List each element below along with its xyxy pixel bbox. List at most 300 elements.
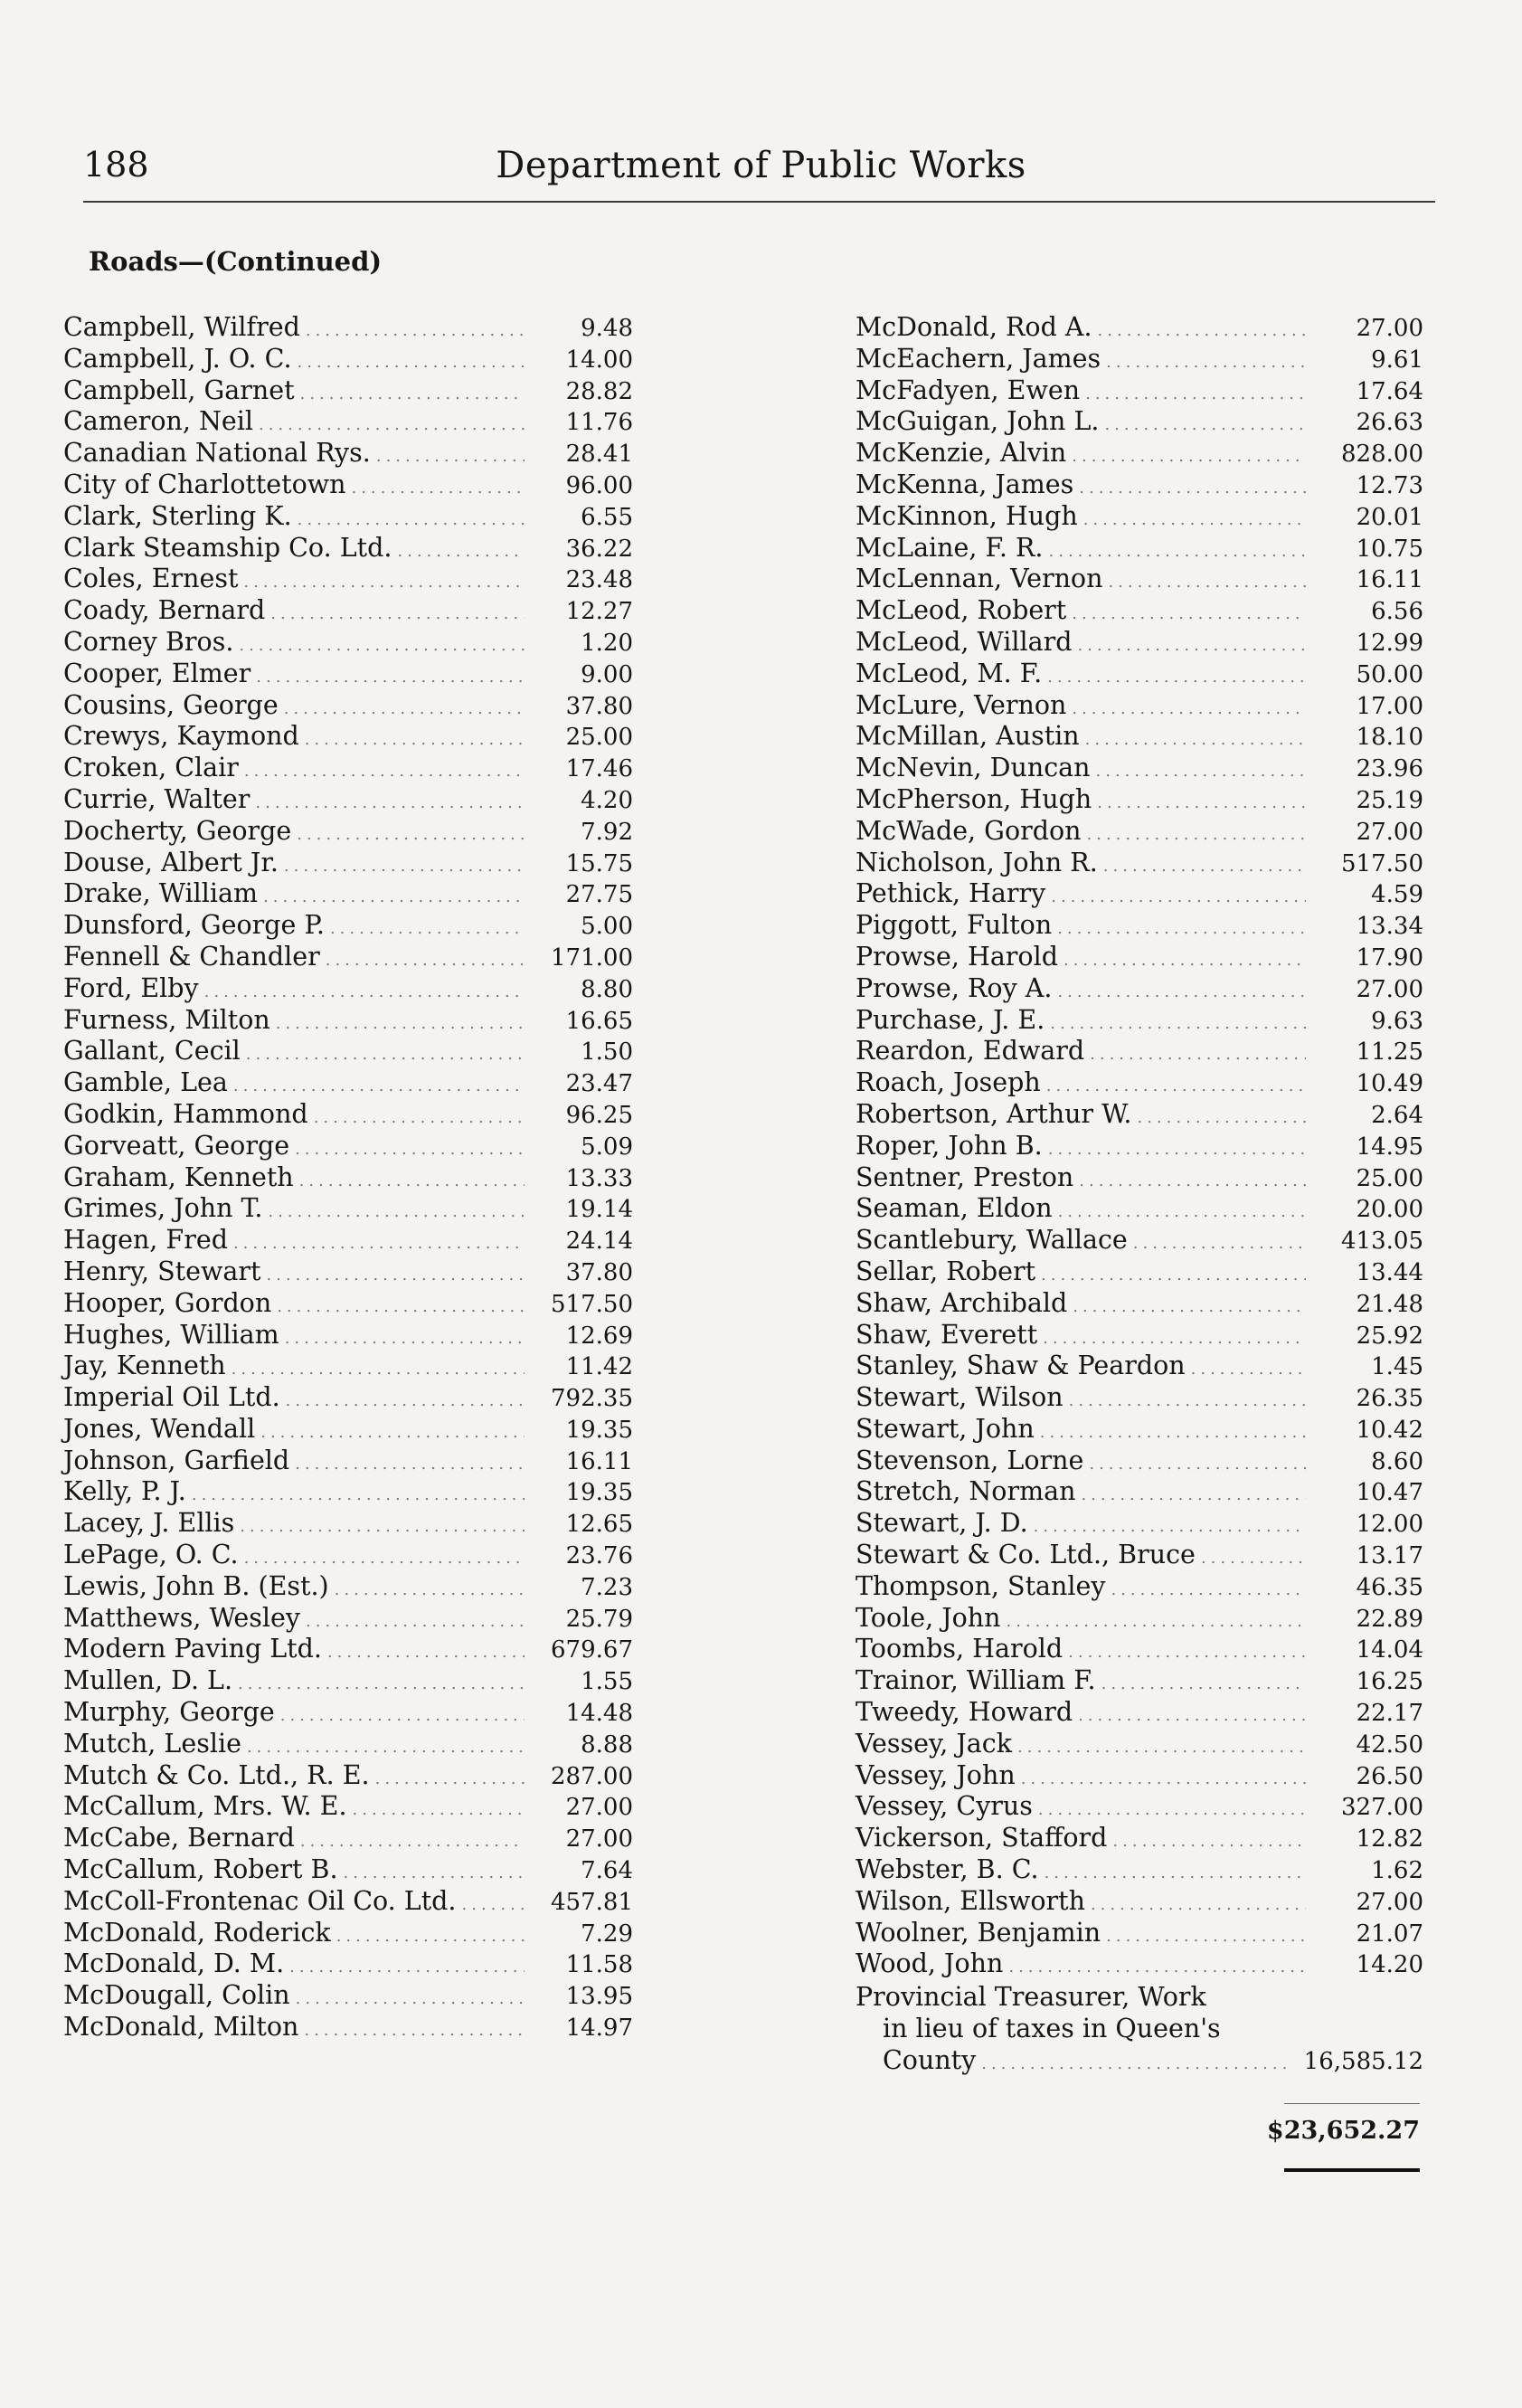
payment-amount: 7.29	[581, 1920, 633, 1948]
dot-leader	[298, 347, 525, 379]
dot-leader	[1058, 1197, 1306, 1228]
payee-name: McKenzie, Alvin	[856, 438, 1067, 469]
payment-amount: 25.00	[565, 724, 633, 752]
left-column	[63, 312, 633, 2043]
payee-name: Grimes, John T.	[63, 1193, 263, 1224]
payee-name: Webster, B. C.	[856, 1854, 1039, 1885]
dot-leader	[336, 1921, 525, 1953]
payment-amount: 11.25	[1356, 1038, 1423, 1067]
ledger-row	[63, 816, 633, 848]
ledger-row	[63, 595, 633, 627]
payee-name: Wood, John	[856, 1948, 1004, 1979]
payee-name: McCallum, Mrs. W. E.	[63, 1791, 347, 1822]
dot-leader	[300, 1826, 525, 1858]
ledger-row	[63, 784, 633, 816]
dot-leader	[255, 788, 525, 820]
ledger-row	[63, 1571, 633, 1603]
ledger-row	[856, 1603, 1423, 1635]
page-title: Department of Public Works	[496, 145, 1026, 186]
ledger-row	[856, 1225, 1423, 1256]
payment-amount: 9.48	[581, 315, 633, 342]
payment-amount: 21.07	[1356, 1920, 1423, 1948]
dot-leader	[300, 379, 525, 411]
payee-name: Piggott, Fulton	[856, 910, 1053, 941]
ledger-row	[63, 1697, 633, 1729]
payee-name: Vessey, Cyrus	[856, 1791, 1033, 1822]
dot-leader	[375, 1764, 525, 1796]
ledger-row	[63, 1760, 633, 1792]
ledger-row	[63, 1256, 633, 1288]
payment-amount: 1.50	[581, 1038, 633, 1067]
ledger-row	[63, 1665, 633, 1697]
ledger-row	[63, 1288, 633, 1320]
dot-leader	[326, 945, 525, 977]
payee-name: Purchase, J. E.	[856, 1004, 1045, 1035]
dot-leader	[280, 1701, 525, 1732]
payment-amount: 25.19	[1356, 786, 1423, 814]
payee-name: Fennell & Chandler	[63, 941, 320, 972]
ledger-row	[856, 784, 1423, 816]
payee-name: McKenna, James	[856, 469, 1074, 499]
provincial-line-3	[856, 2045, 1423, 2077]
payment-amount: 7.23	[581, 1573, 633, 1601]
dot-leader	[1104, 410, 1306, 441]
payment-amount: 1.55	[581, 1668, 633, 1696]
payment-amount: 27.00	[1356, 818, 1423, 846]
payment-amount: 12.65	[565, 1511, 633, 1539]
payee-name: McLeod, M. F.	[856, 658, 1043, 688]
payment-amount: 457.81	[551, 1888, 633, 1916]
payee-name: Mutch & Co. Ltd., R. E.	[63, 1759, 370, 1790]
dot-leader	[1049, 536, 1307, 568]
payee-name: Stewart, Wilson	[856, 1382, 1064, 1413]
payment-amount: 16.65	[565, 1007, 633, 1035]
payment-amount: 27.00	[565, 1794, 633, 1822]
payee-name: Vessey, Jack	[856, 1728, 1013, 1759]
ledger-row	[856, 1791, 1423, 1823]
payee-name: Hagen, Fred	[63, 1225, 228, 1256]
payment-amount: 10.47	[1356, 1479, 1423, 1507]
payment-amount: 10.75	[1356, 535, 1423, 563]
ledger-row	[63, 1634, 633, 1665]
payee-name: McFadyen, Ewen	[856, 374, 1081, 405]
payee-name: Robertson, Arthur W.	[856, 1098, 1132, 1129]
payee-name: Imperial Oil Ltd.	[63, 1382, 280, 1413]
dot-leader	[304, 2015, 525, 2047]
payment-amount: 25.92	[1356, 1322, 1423, 1350]
payment-amount: 14.95	[1356, 1133, 1423, 1161]
ledger-row	[856, 973, 1423, 1005]
ledger-row	[856, 753, 1423, 784]
dot-leader	[397, 536, 525, 568]
payment-amount: 517.50	[1341, 849, 1423, 877]
ledger-row	[63, 469, 633, 501]
ledger-row	[856, 1540, 1423, 1571]
dot-leader	[1068, 1637, 1306, 1669]
payee-name: Gallant, Cecil	[63, 1036, 241, 1067]
payee-name: McColl-Frontenac Oil Co. Ltd.	[63, 1885, 457, 1916]
dot-leader	[276, 1009, 525, 1040]
dot-leader	[192, 1480, 525, 1512]
payment-amount: 20.01	[1356, 503, 1423, 531]
dot-leader	[246, 1039, 525, 1071]
payment-amount: 828.00	[1341, 441, 1423, 469]
payee-name: Scantlebury, Wallace	[856, 1225, 1128, 1256]
dot-leader	[376, 441, 525, 473]
ledger-row	[856, 1414, 1423, 1446]
ledger-row	[63, 1414, 633, 1446]
payment-amount: 9.61	[1371, 346, 1423, 374]
dot-leader	[1089, 1449, 1306, 1481]
payment-amount: 6.55	[581, 503, 633, 531]
ledger-row	[63, 406, 633, 438]
payee-name: Mutch, Leslie	[63, 1728, 241, 1759]
ledger-row	[63, 1980, 633, 2012]
dot-leader	[1041, 1260, 1306, 1292]
payment-amount: 16.11	[1356, 566, 1423, 594]
dot-leader	[270, 599, 525, 630]
ledger-row	[856, 595, 1423, 627]
dot-leader	[330, 914, 525, 945]
dot-leader	[296, 1984, 525, 2015]
ledger-row	[63, 564, 633, 595]
dot-leader	[247, 1732, 525, 1764]
payee-name: Crewys, Kaymond	[63, 721, 299, 752]
dot-leader	[263, 882, 525, 914]
payee-name: Cameron, Neil	[63, 406, 253, 437]
dot-leader	[1137, 1103, 1306, 1134]
dot-leader	[1081, 1480, 1306, 1512]
dot-leader	[462, 1890, 525, 1921]
dot-leader	[314, 1103, 525, 1134]
payment-amount: 18.10	[1356, 724, 1423, 752]
dot-leader	[1106, 1921, 1306, 1953]
ledger-row	[63, 848, 633, 879]
dot-leader	[1043, 1323, 1306, 1355]
payee-name: McPherson, Hugh	[856, 783, 1092, 814]
dot-leader	[238, 1669, 525, 1701]
dot-leader	[240, 1512, 525, 1543]
ledger-row	[63, 910, 633, 942]
payment-amount: 25.79	[565, 1605, 633, 1633]
payee-name: Henry, Stewart	[63, 1256, 261, 1286]
payee-name: Graham, Kenneth	[63, 1161, 294, 1192]
payee-name: Campbell, Garnet	[63, 374, 295, 405]
dot-leader	[353, 1795, 525, 1826]
payment-amount: 7.64	[581, 1857, 633, 1885]
payee-name: Thompson, Stanley	[856, 1570, 1106, 1601]
payment-amount: 5.09	[581, 1133, 633, 1161]
payment-amount: 1.20	[581, 629, 633, 657]
dot-leader	[286, 1386, 525, 1417]
ledger-row	[63, 375, 633, 407]
ledger-row	[856, 1382, 1423, 1414]
dot-leader	[1046, 1071, 1306, 1103]
dot-leader	[344, 1858, 525, 1890]
payee-name: Hooper, Gordon	[63, 1287, 272, 1318]
payment-amount: 1.62	[1371, 1857, 1423, 1885]
payee-name: Prowse, Roy A.	[856, 972, 1053, 1003]
payment-amount: 9.63	[1371, 1007, 1423, 1035]
payee-name: Drake, William	[63, 878, 258, 909]
payee-name: McLeod, Robert	[856, 595, 1067, 626]
payee-name: Godkin, Hammond	[63, 1098, 308, 1129]
payee-name: City of Charlottetown	[63, 469, 346, 499]
payment-amount: 8.80	[581, 975, 633, 1003]
payment-amount: 9.00	[581, 660, 633, 688]
ledger-row	[63, 1225, 633, 1256]
payment-amount: 16.25	[1356, 1668, 1423, 1696]
ledger-row	[63, 1099, 633, 1131]
dot-leader	[1051, 882, 1306, 914]
payment-amount: 37.80	[565, 1258, 633, 1286]
payment-amount: 25.00	[1356, 1164, 1423, 1192]
payment-amount: 26.63	[1356, 409, 1423, 437]
ledger-row	[856, 1005, 1423, 1037]
ledger-row	[856, 1854, 1423, 1886]
payment-amount: 14.48	[565, 1700, 633, 1728]
payee-name: Clark, Sterling K.	[63, 500, 292, 531]
provincial-line-2: in lieu of taxes in Queen's	[883, 2014, 1221, 2044]
payee-name: Cooper, Elmer	[63, 658, 251, 688]
payment-amount: 28.82	[565, 377, 633, 405]
payee-name: Modern Paving Ltd.	[63, 1634, 322, 1664]
dot-leader	[351, 473, 525, 505]
ledger-row	[63, 501, 633, 533]
payee-name: Stevenson, Lorne	[856, 1445, 1084, 1475]
payee-name: Mullen, D. L.	[63, 1665, 233, 1696]
dot-leader	[1111, 1575, 1306, 1607]
payment-amount: 10.49	[1356, 1070, 1423, 1098]
payment-amount: 11.76	[565, 409, 633, 437]
ledger-row	[856, 564, 1423, 595]
payee-name: Matthews, Wesley	[63, 1602, 300, 1633]
ledger-row	[856, 1729, 1423, 1760]
payment-amount: 287.00	[551, 1762, 633, 1790]
dot-leader	[244, 756, 525, 788]
payment-amount: 42.50	[1356, 1730, 1423, 1759]
ledger-row	[63, 1540, 633, 1571]
payment-amount: 16.11	[565, 1447, 633, 1475]
payee-name: Campbell, Wilfred	[63, 312, 300, 342]
dot-leader	[1079, 1166, 1306, 1198]
ledger-row	[856, 627, 1423, 659]
payment-amount: 27.00	[1356, 975, 1423, 1003]
dot-leader	[1096, 756, 1306, 788]
ledger-row	[63, 2012, 633, 2043]
header-rule	[83, 201, 1435, 203]
payee-name: Lewis, John B. (Est.)	[63, 1570, 329, 1601]
payee-name: Jones, Wendall	[63, 1413, 256, 1444]
payee-name: McEachern, James	[856, 343, 1101, 374]
payment-amount: 50.00	[1356, 660, 1423, 688]
payment-amount: 12.00	[1356, 1511, 1423, 1539]
dot-leader	[233, 1228, 525, 1260]
dot-leader	[1106, 347, 1306, 379]
payee-name: McKinnon, Hugh	[856, 500, 1078, 531]
ledger-row	[63, 1948, 633, 1980]
ledger-row	[856, 1162, 1423, 1194]
dot-leader	[259, 410, 525, 441]
ledger-row	[856, 721, 1423, 753]
payee-name: Stewart, J. D.	[856, 1508, 1028, 1539]
ledger-row	[856, 1886, 1423, 1918]
payee-name: McCallum, Robert B.	[63, 1854, 338, 1885]
payment-amount: 15.75	[565, 849, 633, 877]
ledger-row	[63, 753, 633, 784]
dot-leader	[297, 820, 525, 851]
payee-name: Gorveatt, George	[63, 1130, 290, 1161]
payee-name: Clark Steamship Co. Ltd.	[63, 532, 392, 563]
payee-name: Tweedy, Howard	[856, 1697, 1073, 1728]
payee-name: Sentner, Preston	[856, 1161, 1074, 1192]
ledger-row	[856, 1256, 1423, 1288]
payment-amount: 36.22	[565, 535, 633, 563]
ledger-row	[63, 627, 633, 659]
payee-name: Prowse, Harold	[856, 941, 1058, 972]
payee-name: Seaman, Eldon	[856, 1193, 1053, 1224]
ledger-row	[856, 1571, 1423, 1603]
payee-name: Coady, Bernard	[63, 595, 266, 626]
payee-name: Docherty, George	[63, 815, 292, 846]
dot-leader	[1008, 1952, 1306, 1984]
payment-amount: 19.14	[565, 1196, 633, 1224]
payee-name: Toole, John	[856, 1602, 1001, 1633]
dot-leader	[268, 1197, 525, 1228]
payee-name: Woolner, Benjamin	[856, 1917, 1101, 1948]
dot-leader	[1069, 1386, 1306, 1417]
ledger-row	[856, 848, 1423, 879]
payee-name: McLaine, F. R.	[856, 532, 1044, 563]
payment-amount: 21.48	[1356, 1290, 1423, 1318]
provincial-treasurer-entry	[856, 1982, 1423, 2076]
ledger-row	[63, 1193, 633, 1225]
ledger-row	[856, 1131, 1423, 1162]
ledger-row	[856, 1918, 1423, 1949]
ledger-row	[856, 375, 1423, 407]
dot-leader	[1021, 1764, 1306, 1796]
dot-leader	[1077, 630, 1306, 662]
dot-leader	[298, 505, 525, 536]
payment-amount: 2.64	[1371, 1101, 1423, 1129]
dot-leader	[284, 694, 525, 725]
payment-amount: 19.35	[565, 1479, 633, 1507]
payment-amount: 96.25	[565, 1101, 633, 1129]
payee-name: McDonald, Rod A.	[856, 312, 1092, 342]
payee-name: McLure, Vernon	[856, 689, 1067, 720]
dot-leader	[1072, 599, 1306, 630]
dot-leader	[1050, 1009, 1306, 1040]
payment-amount: 26.35	[1356, 1385, 1423, 1413]
dot-leader	[1072, 441, 1306, 473]
payment-amount: 517.50	[551, 1290, 633, 1318]
payment-amount: 19.35	[565, 1416, 633, 1444]
payment-amount: 4.59	[1371, 881, 1423, 909]
payment-amount: 13.44	[1356, 1258, 1423, 1286]
payment-amount: 22.17	[1356, 1700, 1423, 1728]
dot-leader	[1097, 788, 1306, 820]
dot-leader	[1101, 1669, 1306, 1701]
payment-amount: 27.00	[1356, 315, 1423, 342]
dot-leader	[1083, 505, 1306, 536]
ledger-row	[63, 1005, 633, 1037]
dot-leader	[243, 567, 525, 599]
ledger-row	[856, 816, 1423, 848]
payee-name: Gamble, Lea	[63, 1067, 228, 1098]
dot-leader	[306, 1607, 525, 1638]
dot-leader	[1038, 1795, 1306, 1826]
payee-name: Roper, John B.	[856, 1130, 1043, 1161]
payment-amount: 792.35	[551, 1385, 633, 1413]
payee-name: LePage, O. C.	[63, 1540, 239, 1570]
payment-amount: 8.60	[1371, 1447, 1423, 1475]
payment-amount: 14.20	[1356, 1951, 1423, 1979]
dot-leader	[1017, 1732, 1306, 1764]
ledger-row	[63, 1603, 633, 1635]
payee-name: McDonald, Roderick	[63, 1917, 331, 1948]
dot-leader	[299, 1166, 525, 1198]
ledger-row	[63, 690, 633, 722]
payee-name: Stanley, Shaw & Peardon	[856, 1351, 1186, 1381]
payee-name: Shaw, Archibald	[856, 1287, 1068, 1318]
dot-leader	[1057, 914, 1306, 945]
payee-name: Douse, Albert Jr.	[63, 847, 279, 877]
ledger-row	[856, 344, 1423, 375]
payment-amount: 7.92	[581, 818, 633, 846]
payment-amount: 22.89	[1356, 1605, 1423, 1633]
payee-name: Jay, Kenneth	[63, 1351, 226, 1381]
ledger-row	[63, 973, 633, 1005]
ledger-row	[63, 721, 633, 753]
ledger-row	[63, 312, 633, 344]
payee-name: Croken, Clair	[63, 753, 239, 783]
provincial-county-label: County	[883, 2044, 977, 2075]
payment-amount: 12.73	[1356, 471, 1423, 499]
dot-leader	[1078, 1701, 1306, 1732]
payee-name: Toombs, Harold	[856, 1634, 1064, 1664]
payee-name: McMillan, Austin	[856, 721, 1080, 752]
payment-amount: 27.75	[565, 881, 633, 909]
payment-amount: 413.05	[1341, 1228, 1423, 1256]
payee-name: Murphy, George	[63, 1697, 275, 1728]
page-number: 188	[83, 145, 149, 185]
payment-amount: 5.00	[581, 913, 633, 941]
dot-leader	[1040, 1417, 1306, 1449]
ledger-row	[63, 1162, 633, 1194]
ledger-row	[63, 438, 633, 469]
payee-name: Furness, Milton	[63, 1004, 270, 1035]
ledger-row	[63, 344, 633, 375]
payee-name: Kelly, P. J.	[63, 1476, 186, 1507]
dot-leader	[1045, 1858, 1306, 1890]
ledger-row	[856, 942, 1423, 973]
ledger-row	[63, 1508, 633, 1540]
payee-name: Stewart & Co. Ltd., Bruce	[856, 1540, 1196, 1570]
dot-leader	[232, 1354, 525, 1386]
payee-name: Shaw, Everett	[856, 1319, 1038, 1350]
payment-amount: 13.34	[1356, 913, 1423, 941]
payment-amount: 17.64	[1356, 377, 1423, 405]
dot-leader	[1112, 1826, 1306, 1858]
ledger-row	[856, 690, 1423, 722]
ledger-row	[63, 1476, 633, 1508]
ledger-row	[856, 1697, 1423, 1729]
ledger-row	[856, 878, 1423, 910]
payment-amount: 12.27	[565, 598, 633, 626]
payment-amount: 23.76	[565, 1542, 633, 1570]
dot-leader	[1079, 473, 1306, 505]
ledger-row	[856, 1823, 1423, 1854]
